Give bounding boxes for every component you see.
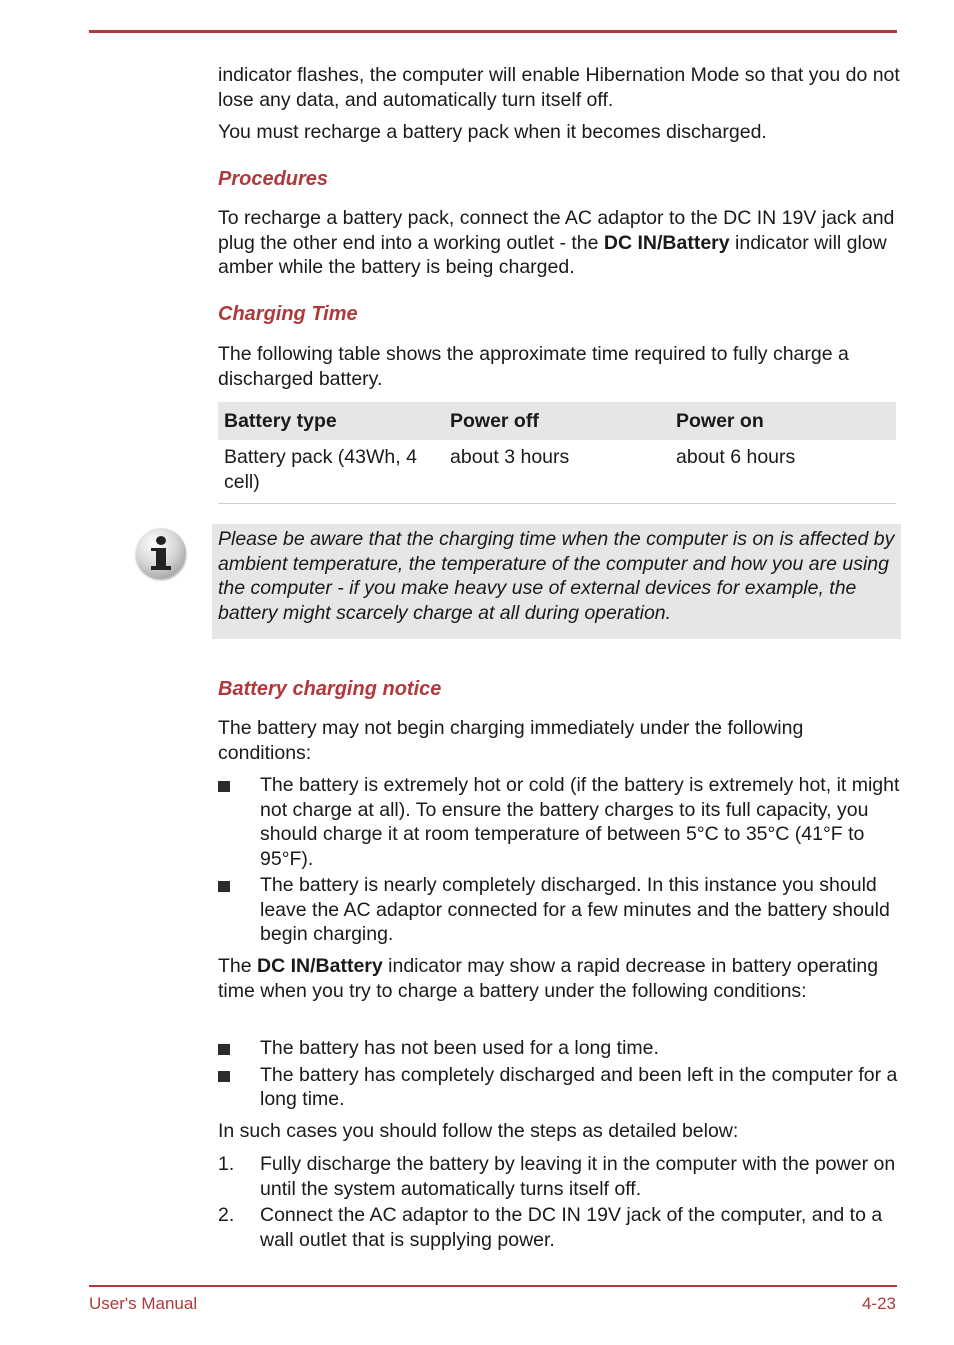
footer-manual-title: User's Manual [89, 1294, 198, 1313]
conditions-list-1 [218, 773, 900, 949]
footer-page-number: 4-23 [861, 1294, 896, 1313]
notice-paragraph-2: The DC IN/Battery indicator may show a rapid decrease in battery operating time when you try to charge a battery under the following conditions: [218, 955, 879, 1002]
list-item: The battery has not been used for a long time. [218, 1036, 900, 1061]
charging-time-paragraph: The following table shows the approximate time required to fully charge a discharged battery. [218, 343, 849, 390]
conditions-list-2 [218, 1036, 900, 1114]
square-bullet-icon [218, 881, 230, 892]
notice-intro-paragraph: The battery may not begin charging immediately under the following conditions: [218, 717, 804, 764]
square-bullet-icon [218, 1044, 230, 1055]
list-item: 1. Fully discharge the battery by leaving it in the computer with the power on until the system automatically turns itself off. [218, 1153, 896, 1200]
list-item: The battery has completely discharged and been left in the computer for a long time. [218, 1063, 900, 1112]
note-text: Please be aware that the charging time when the computer is on is affected by ambient temperature, the temperature of the computer and how you are using the computer - if you make heavy use of external devices for example, the battery might scarcely charge at all during operation. [218, 528, 895, 624]
intro-paragraph-1: indicator flashes, the computer will enable Hibernation Mode so that you do not lose any data, and automatically turn itself off. [218, 64, 900, 111]
square-bullet-icon [218, 781, 230, 792]
charging-time-table [218, 402, 896, 504]
notice-paragraph-3: In such cases you should follow the steps as detailed below: [218, 1120, 739, 1142]
table-cell: about 6 hours [670, 440, 896, 504]
charging-notice-heading: Battery charging notice [218, 678, 442, 700]
list-item: The battery is nearly completely discharged. In this instance you should leave the AC adaptor connected for a few minutes and the battery should begin charging. [218, 873, 900, 947]
square-bullet-icon [218, 1071, 230, 1082]
procedures-paragraph: To recharge a battery pack, connect the AC adaptor to the DC IN 19V jack and plug the other end into a working outlet - the DC IN/Battery indicator will glow amber while the battery is being charged. [218, 207, 895, 278]
list-item: 2. Connect the AC adaptor to the DC IN 19V jack of the computer, and to a wall outlet that is supplying power. [218, 1204, 883, 1251]
header-rule [89, 30, 897, 33]
footer-rule [89, 1285, 897, 1287]
note-box [212, 524, 901, 639]
table-row [218, 440, 896, 504]
intro-paragraph-2: You must recharge a battery pack when it becomes discharged. [218, 121, 767, 143]
table-cell: about 3 hours [444, 440, 670, 504]
info-icon [136, 528, 186, 578]
procedures-heading: Procedures [218, 168, 329, 190]
charging-time-heading: Charging Time [218, 303, 358, 325]
table-header-cell: Power off [444, 402, 670, 440]
steps-list [218, 1152, 900, 1254]
table-header-cell: Power on [670, 402, 896, 440]
table-header-cell: Battery type [218, 402, 444, 440]
list-item: The battery is extremely hot or cold (if the battery is extremely hot, it might not charge at all). To ensure the battery charges to its full capacity, you should charge it at room temperature of between 5°C to 35°C (41°F to 95°F). [218, 773, 900, 871]
table-header-row [218, 402, 896, 440]
table-cell: Battery pack (43Wh, 4 cell) [218, 440, 444, 504]
